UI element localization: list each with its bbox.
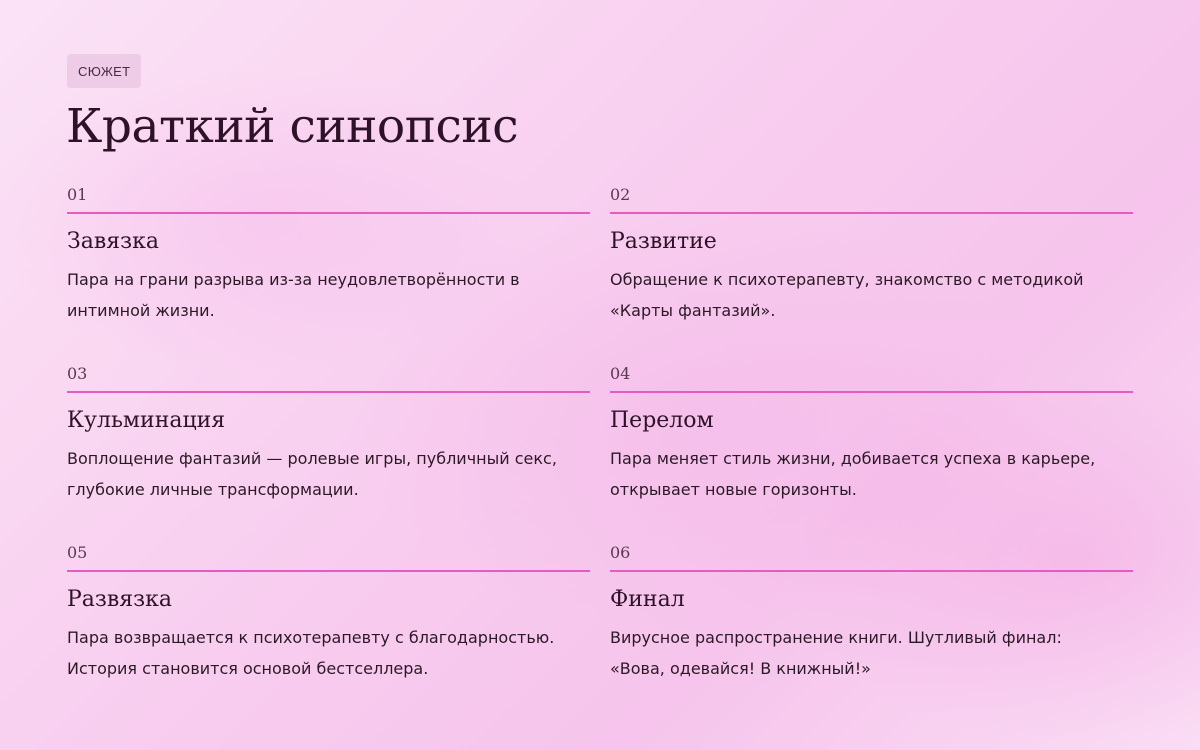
card-title: Развязка — [67, 587, 173, 612]
section-tag: СЮЖЕТ — [67, 54, 141, 88]
card-number: 05 — [67, 536, 590, 572]
card-title: Кульминация — [67, 408, 226, 433]
card-number: 02 — [610, 178, 1133, 214]
card-title: Финал — [610, 587, 685, 612]
card-title: Завязка — [67, 229, 159, 254]
card-text: Вирусное распространение книги. Шутливый финал: «Вова, одевайся! В книжный!» — [610, 628, 1062, 678]
card-number: 01 — [67, 178, 590, 214]
synopsis-card — [67, 357, 590, 536]
card-number: 06 — [610, 536, 1133, 572]
synopsis-card — [610, 536, 1133, 715]
synopsis-grid — [67, 178, 1133, 715]
card-text: Пара возвращается к психотерапевту с благодарностью. История становится основой бестселлера. — [67, 628, 555, 678]
card-text: Воплощение фантазий — ролевые игры, публичный секс, глубокие личные трансформации. — [67, 449, 557, 499]
card-title: Развитие — [610, 229, 717, 254]
card-number: 03 — [67, 357, 590, 393]
synopsis-card — [610, 357, 1133, 536]
card-number: 04 — [610, 357, 1133, 393]
synopsis-card — [610, 178, 1133, 357]
page-title: Краткий синопсис — [66, 99, 519, 154]
synopsis-card — [67, 178, 590, 357]
card-text: Пара на грани разрыва из-за неудовлетворённости в интимной жизни. — [67, 270, 520, 320]
card-title: Перелом — [610, 408, 714, 433]
card-text: Обращение к психотерапевту, знакомство с методикой «Карты фантазий». — [610, 270, 1084, 320]
card-text: Пара меняет стиль жизни, добивается успеха в карьере, открывает новые горизонты. — [610, 449, 1096, 499]
synopsis-card — [67, 536, 590, 715]
